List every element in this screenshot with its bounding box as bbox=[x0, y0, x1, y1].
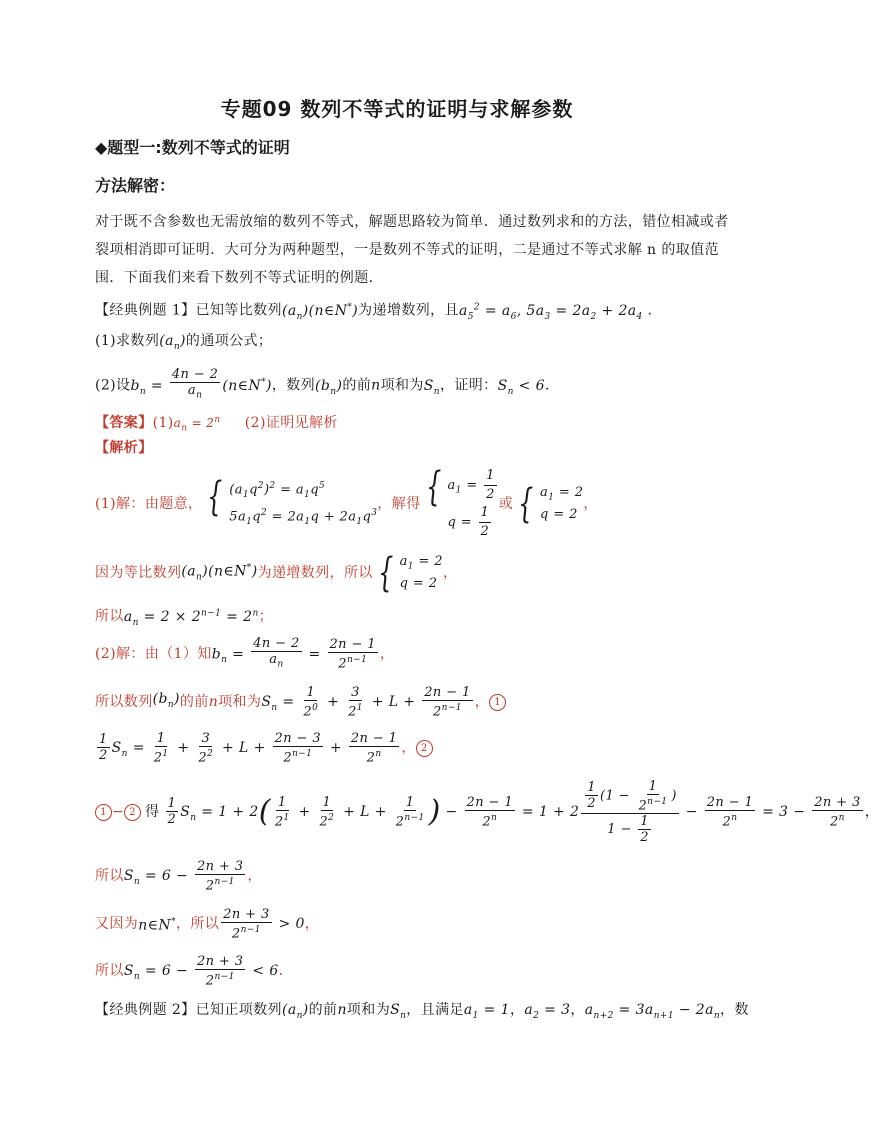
sol1c-text: 所以 bbox=[95, 608, 124, 625]
sol2f-text-b: ，所以 bbox=[175, 916, 220, 932]
solution2-positive: 又因为 n∈N* ，所以 $\frac{2n + 3}{2^{n-1}}$ > 0 ， bbox=[95, 906, 320, 942]
sol1-solve: ，解得 bbox=[377, 496, 421, 512]
section-heading: ◆题型一:数列不等式的证明 bbox=[95, 138, 290, 157]
example2-text-c: 项和为 bbox=[346, 1002, 391, 1018]
example1-label: 【经典例题 1】 bbox=[95, 302, 196, 319]
solution2-half-sum: $\frac{1}{2}$ $S_n$ = $\frac{1}{2^1}$ + $\frac{3}{2^2}$ + L + $\frac{2n - 3}{2^{n-1}}$ + $\frac{2n - 1}{2^n}$ ， 2 bbox=[95, 728, 433, 768]
analysis-label: 【解析】 bbox=[95, 440, 153, 456]
example1-text-b: 为递增数列，且 bbox=[358, 302, 459, 319]
sol2d-text: 得 bbox=[145, 804, 160, 820]
solution2-sum: 所以数列 $(b_n)$ 的前 n 项和为 $S_n$ = $\frac{1}{2^0}$ + $\frac{3}{2^1}$ + L + $\frac{2n - 1}{2^{n-1}}$ ， 1 bbox=[95, 682, 506, 722]
sol1b-text-b: 为递增数列，所以 bbox=[257, 565, 373, 581]
answer-label: 【答案】 bbox=[95, 415, 153, 431]
example2-text-e: ，数 bbox=[720, 1002, 749, 1018]
fraction: $\frac{4n - 2}{a_n}$ bbox=[171, 367, 219, 401]
sol2b-text-c: 项和为 bbox=[218, 694, 262, 710]
sol2f-text-a: 又因为 bbox=[95, 916, 139, 932]
example1-statement: 【经典例题 1】已知等比数列$(a_n)(n\in N^*)$为递增数列，且$a_5^2 = a_6$, $5a_3 = 2a_2 + 2a_4$ . bbox=[95, 302, 653, 322]
example2-label: 【经典例题 2】 bbox=[95, 1002, 196, 1018]
solution2-sn: 所以 $S_n = 6$ − $\frac{2n + 3}{2^{n-1}}$ ， bbox=[95, 858, 262, 894]
example1-text-a: 已知等比数列 bbox=[195, 302, 282, 319]
example2-text-a: 已知正项数列 bbox=[195, 1002, 282, 1018]
equation-system: { $(a_1q^2)^2 = a_1q^5$ $5a_1q^2 = 2a_1q + 2a_1q^3$ bbox=[207, 474, 378, 527]
answer-part2: (2)证明见解析 bbox=[244, 415, 338, 431]
solution2-conclusion: 所以 $S_n = 6$ − $\frac{2n + 3}{2^{n-1}}$ < 6 ． bbox=[95, 953, 294, 989]
sol2b-text-b: 的前 bbox=[179, 694, 209, 710]
mark-2b: 2 bbox=[124, 804, 141, 821]
example1-part2: (2)设$b_n$ = $\frac{4n - 2}{a_n}$ (n∈N*)，数列$(b_n)$的前n项和为$S_n$，证明：$S_n < 6$． bbox=[95, 364, 559, 400]
example2-statement: 【经典例题 2】已知正项数列$(a_n)$的前n项和为$S_n$，且满足$a_1 = 1$，$a_2 = 3$，$a_{n+2} = 3a_{n+1} - 2a_n$，数 bbox=[95, 1002, 749, 1021]
sol1-comma: ， bbox=[583, 496, 598, 512]
mark-2: 2 bbox=[416, 740, 433, 757]
solution1-result: 所以$a_n = 2 \times 2^{n-1} = 2^n$； bbox=[95, 608, 274, 628]
answer-line: 【答案】$(1)a_n = 2^n$ (2)证明见解析 bbox=[95, 415, 338, 434]
sol1b-text-a: 因为等比数列 bbox=[95, 565, 182, 581]
sol1-or: 或 bbox=[498, 496, 514, 512]
example1-part1: (1)求数列$(a_n)$的通项公式； bbox=[95, 333, 273, 352]
intro-line-1: 对于既不含参数也无需放缩的数列不等式，解题思路较为简单．通过数列求和的方法，错位相减或者 bbox=[95, 214, 729, 230]
solution1-increasing: 因为等比数列 $(a_n)(n\in N^*)$ 为递增数列，所以 { $a_1 = 2$ q = 2 ， bbox=[95, 549, 458, 596]
sol1-intro: (1)解：由题意， bbox=[95, 496, 203, 512]
intro-line-2: 裂项相消即可证明．大可分为两种题型，一是数列不等式的证明，二是通过不等式求解 n 的取值范 bbox=[95, 242, 719, 258]
solution2-bn: (2)解：由（1）知 $b_n$ = $\frac{4n - 2}{a_n}$ = $\frac{2n - 1}{2^{n-1}}$ ， bbox=[95, 635, 395, 672]
solution1-system bbox=[95, 466, 598, 542]
mark-1: 1 bbox=[489, 694, 506, 711]
sol2-intro: (2)解：由（1）知 bbox=[95, 646, 212, 662]
example2-text-b: 的前 bbox=[308, 1002, 338, 1018]
method-heading: 方法解密： bbox=[95, 176, 176, 195]
solution-system-2: { $a_1 = 2$ q = 2 bbox=[518, 480, 584, 527]
solution-system-1: { $a_1$ = $\frac{1}{2}$ q = $\frac{1}{2}$ bbox=[425, 464, 495, 539]
solution-system-3: { $a_1 = 2$ q = 2 bbox=[377, 549, 443, 596]
solution2-subtract: 1 − 2 得 $\frac{1}{2}$ $S_n = 1 + 2$( $\frac{1}{2^1}$ + $\frac{1}{2^2}$ + L + $\frac{1}{2^{n-1}}$ ) − $\frac{2n - 1}{2^n}$ = 1 + 2 $\frac{1}{2}$ (1 − $\frac{1}{2^{n-1}}$ ) 1 − $\frac{1}{2}$ − $\frac{2n - 1}{2^n}$ = 3 − $\frac{2n + 3}{2^n}$ ， bbox=[95, 776, 879, 848]
mark-1b: 1 bbox=[95, 804, 112, 821]
example2-text-d: ，且满足 bbox=[406, 1002, 464, 1018]
part2-label: (2) bbox=[95, 377, 117, 394]
part1-label: (1) bbox=[95, 333, 117, 349]
sol2b-text-a: 所以数列 bbox=[95, 694, 153, 710]
sol2g-text: 所以 bbox=[95, 963, 124, 979]
page-title: 专题09 数列不等式的证明与求解参数 bbox=[220, 97, 574, 121]
answer-part1: (1) bbox=[152, 415, 174, 431]
intro-line-3: 围．下面我们来看下数列不等式证明的例题． bbox=[95, 270, 383, 286]
sol2e-text: 所以 bbox=[95, 868, 124, 884]
